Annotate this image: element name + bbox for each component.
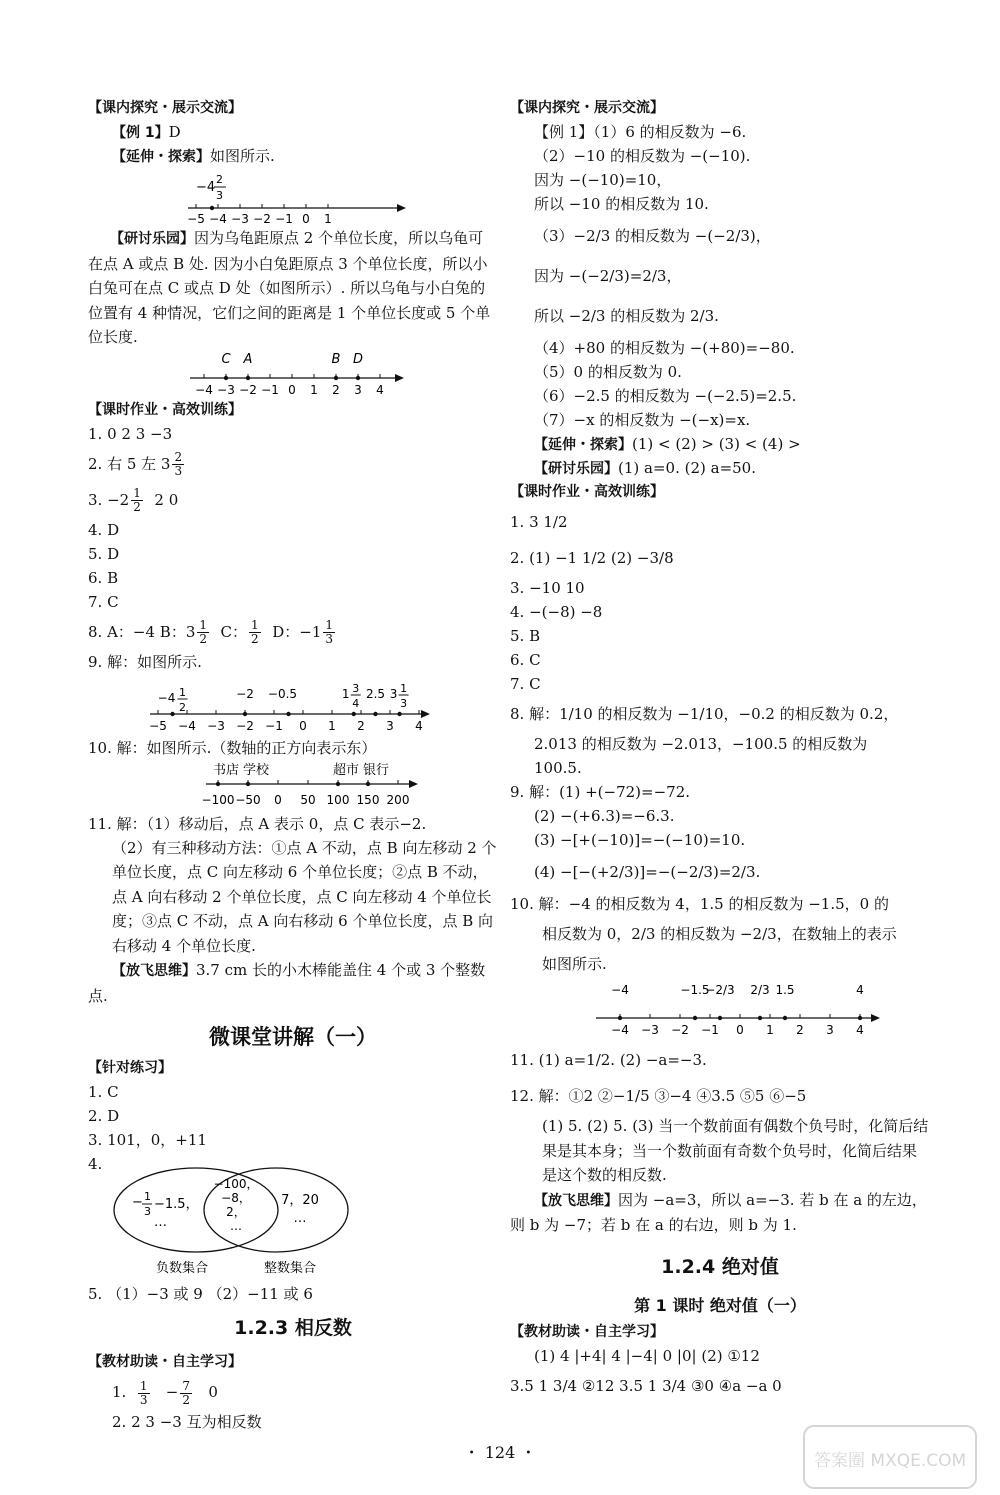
answer-8-line2: 2.013 的相反数为 −2.013，−100.5 的相反数为: [534, 735, 868, 753]
fly-text: 3.7 cm 长的小木棒能盖住 4 个或 3 个整数点.: [88, 961, 486, 1005]
research-paragraph: [88, 226, 498, 350]
place-label: 学校: [242, 762, 270, 778]
extension-text: (1) < (2) > (3) < (4) >: [632, 435, 801, 453]
tick-label: −5: [149, 718, 167, 733]
extension-label: 【延伸・探索】: [534, 437, 632, 453]
tick-label: 3: [386, 718, 394, 733]
reading-2: 2. 2 3 −3 互为相反数: [112, 1413, 262, 1431]
tick-label: −1: [265, 718, 283, 733]
answer-3-text: 3. −2: [88, 490, 130, 509]
research-text: 因为乌龟距原点 2 个单位长度，所以乌龟可在点 A 或点 B 处. 因为小白兔距原点 3 个单位长度，所以小白兔可在点 C 或点 D 处（如图所示）. 所以乌龟与小白兔的位置有 4 种情况，它们之间的距离是 1 个单位长度或 5 个单位长度.: [88, 229, 491, 346]
answer-12: 12. 解：①2 ②−1/5 ③−4 ④3.5 ⑤5 ⑥−5: [510, 1087, 807, 1105]
fraction: [323, 619, 335, 646]
numerator: 1: [325, 618, 333, 632]
denominator: 3: [174, 464, 183, 478]
answer-10-line: 如图所示.: [542, 955, 607, 973]
venn-left-minus: −: [132, 1195, 143, 1210]
fraction: [180, 1380, 192, 1407]
nl1-label-den: 3: [216, 189, 223, 202]
left-column: [88, 96, 498, 1434]
tick-label: 4: [856, 1023, 864, 1037]
section-title: 微课堂讲解（一）: [209, 1025, 377, 1049]
extension: [88, 144, 498, 168]
point-label: 1.5: [775, 983, 795, 997]
point-label: −2: [236, 686, 254, 701]
answer-8-text: 8. A：−4 B：3: [88, 622, 196, 641]
tick-label: 0: [736, 1023, 744, 1037]
answer-7: 7. C: [88, 592, 119, 611]
numerator: 1: [251, 618, 259, 632]
tick-label: 3: [354, 382, 362, 397]
answer-3-rest: 2 0: [154, 490, 179, 509]
fraction-denominator: 2: [179, 700, 186, 714]
extension-label: 【延伸・探索】: [112, 149, 210, 165]
denominator: 2: [199, 632, 207, 646]
example-line: 因为 −(−10)=10，: [534, 171, 672, 189]
point-label: 2/3: [750, 983, 770, 997]
watermark-logo: [800, 1422, 980, 1492]
denominator: 3: [139, 1392, 148, 1407]
answer-8-d: D：−1: [272, 622, 322, 641]
fraction-numerator: 3: [352, 681, 360, 695]
practice-1: 1. C: [88, 1083, 119, 1101]
tick-label: −1: [701, 1023, 719, 1037]
answer-2: 2. (1) −1 1/2 (2) −3/8: [510, 549, 674, 567]
venn-value: −100，: [213, 1177, 259, 1191]
nl1-label-whole: −4: [196, 180, 216, 195]
watermark-text: 答案圈 MXQE.COM: [814, 1451, 967, 1471]
fly-text: 因为 −a=3，所以 a=−3. 若 b 在 a 的左边，则 b 为 −7；若 b 在 a 的右边，则 b 为 1.: [510, 1190, 927, 1234]
section-heading: 【课内探究・展示交流】: [510, 100, 664, 116]
tick-label: 4: [415, 718, 423, 733]
answer-12-part: (1) 5. (2) 5. (3) 当一个数前面有偶数个负号时，化简后结果是其本身；当一个数前面有奇数个负号时，化简后结果是这个数的相反数.: [542, 1117, 929, 1184]
example-line: 所以 −2/3 的相反数为 2/3.: [534, 307, 719, 325]
example-line: （7）−x 的相反数为 −(−x)=x.: [534, 411, 751, 429]
tick-label: 0: [288, 382, 296, 397]
nl1-label-num: 2: [216, 173, 223, 186]
example-line: （2）−10 的相反数为 −(−10).: [534, 147, 751, 165]
answer-2: [88, 446, 498, 482]
answer-6: 6. B: [88, 568, 119, 587]
tick-label: −2: [671, 1023, 689, 1037]
place-label: 银行: [362, 762, 390, 778]
denominator: 2: [251, 632, 259, 646]
fraction: [138, 1380, 150, 1407]
section-title: 1.2.4 绝对值: [661, 1255, 779, 1278]
fly-thinking: [88, 958, 498, 1008]
example-line: 【例 1】（1）6 的相反数为 −6.: [534, 123, 747, 141]
venn-value: …: [230, 1219, 242, 1233]
venn-neg-label: 负数集合: [156, 1261, 209, 1276]
example-line: （6）−2.5 的相反数为 −(−2.5)=2.5.: [534, 387, 797, 405]
tick-label: 100: [326, 792, 350, 807]
number-line-5: [510, 976, 930, 1042]
fraction-denominator: 3: [400, 696, 408, 710]
answer-3: [88, 482, 498, 518]
tick-label: −1: [261, 382, 279, 397]
point-label: C: [221, 351, 231, 367]
tick-label: −4: [178, 718, 196, 733]
tick-label: 3: [826, 1023, 834, 1037]
venn-left-dots: …: [154, 1215, 167, 1230]
answer-7: 7. C: [510, 675, 541, 693]
place-label: 书店: [212, 762, 240, 778]
venn-left-value: −1.5，: [154, 1197, 199, 1212]
answer-5: 5. B: [510, 627, 541, 645]
venn-value: 2，: [226, 1205, 246, 1219]
example-1: [88, 120, 498, 144]
number-line-4: [88, 760, 498, 812]
tick-label: −1: [275, 212, 293, 226]
answer-9: 9. 解：如图所示.: [88, 652, 202, 671]
practice-4: 4.: [88, 1155, 103, 1173]
point-label: −2/3: [705, 983, 735, 997]
venn-value: −8，: [221, 1191, 251, 1205]
tick-label: 1: [766, 1023, 774, 1037]
answer-4: 4. D: [88, 520, 120, 539]
denominator: 3: [325, 632, 333, 646]
number-line-2: [88, 350, 498, 398]
point-label: 4: [856, 983, 864, 997]
venn-frac-num: 1: [144, 1190, 151, 1203]
venn-value: …: [293, 1211, 307, 1226]
tick-label: −3: [207, 718, 225, 733]
tick-label: 0: [302, 212, 310, 226]
lesson-subtitle: 第 1 课时 绝对值（一）: [634, 1295, 806, 1315]
answer-11: 11. 解：（1）移动后，点 A 表示 0，点 C 表示−2.: [88, 814, 427, 833]
answer-8-line3: 100.5.: [534, 759, 582, 777]
section-heading: 【教材助读・自主学习】: [88, 1354, 242, 1370]
tick-label: −4: [209, 212, 227, 226]
numerator: 1: [199, 618, 207, 632]
tick-label: −2: [236, 718, 254, 733]
venn-frac-den: 3: [144, 1205, 151, 1218]
reading-1-rest: 0: [208, 1383, 218, 1401]
fraction-numerator: 1: [400, 681, 408, 695]
research-label: 【研讨乐园】: [534, 461, 618, 477]
point-label: 1: [341, 686, 350, 701]
reading-1-label: 1.: [112, 1383, 127, 1401]
tick-label: −5: [187, 212, 205, 226]
answer-3: 3. −10 10: [510, 579, 585, 597]
tick-label: −4: [195, 382, 213, 397]
right-column: [510, 96, 930, 1404]
reading-2: 3.5 1 3/4 ②12 3.5 1 3/4 ③0 ④a −a 0: [510, 1376, 782, 1395]
tick-label: 150: [356, 792, 380, 807]
section-title: 1.2.3 相反数: [234, 1317, 352, 1339]
fraction-numerator: 1: [179, 685, 186, 699]
numerator: 1: [133, 486, 141, 500]
tick-label: −2: [253, 212, 271, 226]
example-line: （3）−2/3 的相反数为 −(−2/3)，: [534, 227, 771, 245]
tick-label: −3: [641, 1023, 659, 1037]
tick-label: −3: [231, 212, 249, 226]
page-number: ・ 124 ・: [463, 1443, 537, 1462]
extension-text: 如图所示.: [210, 147, 275, 165]
example-label: 【例 1】: [112, 125, 169, 141]
tick-label: 1: [328, 718, 336, 733]
tick-label: −100: [201, 792, 235, 807]
reading-1: (1) 4 |+4| 4 |−4| 0 |0| (2) ①12: [534, 1346, 760, 1365]
tick-label: 0: [274, 792, 282, 807]
research: [510, 456, 930, 480]
example-line: （5）0 的相反数为 0.: [534, 363, 682, 381]
answer-9-line: (3) −[+(−10)]=−(−10)=10.: [534, 831, 746, 849]
example-line: 因为 −(−2/3)=2/3，: [534, 267, 682, 285]
place-label: 超市: [332, 762, 360, 778]
answer-1: 1. 3 1/2: [510, 513, 568, 531]
answer-9-line: (4) −[−(+2/3)]=−(−2/3)=2/3.: [534, 863, 761, 881]
numerator: 7: [182, 1378, 191, 1393]
point-label: 2.5: [365, 686, 386, 701]
section-heading: 【课时作业・高效训练】: [510, 484, 664, 500]
point-label: A: [243, 351, 253, 367]
section-heading: 【教材助读・自主学习】: [510, 1323, 664, 1340]
answer-8: 8. 解：1/10 的相反数为 −1/10，−0.2 的相反数为 0.2，: [510, 705, 899, 723]
tick-label: 2: [357, 718, 365, 733]
numerator: 1: [139, 1378, 148, 1393]
research-text: (1) a=0. (2) a=50.: [618, 459, 756, 477]
answer-8-c: C：: [220, 622, 248, 641]
example-line: 所以 −10 的相反数为 10.: [534, 195, 709, 213]
answer-11-part2: （2）有三种移动方法：①点 A 不动，点 B 向左移动 2 个单位长度，点 C 向左移动 6 个单位长度；②点 B 不动，点 A 向右移动 2 个单位长度，点 C 向左移动 4 个单位长度；③点 C 不动，点 A 向右移动 6 个单位长度，点 B 向右移动 4 个单位长度.: [112, 838, 497, 955]
practice-2: 2. D: [88, 1107, 120, 1125]
tick-label: 1: [310, 382, 318, 397]
venn-int-label: 整数集合: [264, 1261, 317, 1276]
section-heading: 【课内探究・展示交流】: [88, 100, 242, 116]
answer-10: 10. 解：−4 的相反数为 4，1.5 的相反数为 −1.5，0 的: [510, 895, 889, 913]
venn-diagram: [88, 1164, 498, 1282]
fraction: [249, 619, 261, 646]
tick-label: 1: [324, 212, 332, 226]
point-label: D: [352, 351, 364, 367]
section-heading: 【课时作业・高效训练】: [88, 401, 242, 418]
answer-10: 10. 解：如图所示.（数轴的正方向表示东）: [88, 738, 377, 757]
answer-1: 1. 0 2 3 −3: [88, 424, 173, 443]
fly-label: 【放飞思维】: [534, 1192, 618, 1209]
reading-1: 1. $\frac{1}{3}$ − $\frac{7}{2}$ 0: [112, 1378, 218, 1407]
tick-label: 2: [796, 1023, 804, 1037]
venn-value: 7，20: [281, 1193, 319, 1208]
answer-2-text: 2. 右 5 左 3: [88, 454, 171, 473]
answer-11: 11. (1) a=1/2. (2) −a=−3.: [510, 1051, 707, 1069]
tick-label: 2: [332, 382, 340, 397]
tick-label: 0: [299, 718, 307, 733]
example-line: （4）+80 的相反数为 −(+80)=−80.: [534, 339, 795, 357]
example-answer: D: [168, 123, 181, 141]
fraction: [197, 619, 209, 646]
practice-5: 5. （1）−3 或 9 （2）−11 或 6: [88, 1285, 313, 1303]
fraction: [131, 487, 143, 514]
tick-label: 4: [376, 382, 384, 397]
tick-label: −4: [611, 1023, 629, 1037]
point-label: 3: [389, 686, 398, 701]
number-line-3: [88, 674, 498, 736]
tick-label: 50: [300, 792, 316, 807]
point-label: B: [331, 351, 341, 367]
section-heading: 【针对练习】: [88, 1060, 172, 1076]
answer-6: 6. C: [510, 651, 541, 669]
fly-label: 【放飞思维】: [112, 963, 196, 979]
answer-5: 5. D: [88, 544, 120, 563]
fly-thinking: [510, 1188, 930, 1238]
tick-label: −2: [239, 382, 257, 397]
point-label: −4: [611, 983, 629, 997]
fraction-denominator: 4: [352, 696, 360, 710]
answer-4: 4. −(−8) −8: [510, 603, 603, 621]
answer-8: [88, 614, 498, 650]
answer-9-line: (2) −(+6.3)=−6.3.: [534, 807, 675, 825]
extension: [510, 432, 930, 456]
tick-label: −3: [217, 382, 235, 397]
research-label: 【研讨乐园】: [110, 231, 194, 247]
tick-label: −50: [235, 792, 261, 807]
practice-3: 3. 101，0，+11: [88, 1131, 207, 1149]
point-label: −4: [157, 690, 176, 705]
fraction: [172, 451, 184, 478]
denominator: 2: [133, 500, 141, 514]
point-label: −0.5: [267, 686, 298, 701]
number-line-1: [88, 168, 498, 226]
answer-10-line: 相反数为 0，2/3 的相反数为 −2/3，在数轴上的表示: [542, 925, 897, 943]
point-label: −1.5: [680, 983, 710, 997]
tick-label: 200: [386, 792, 410, 807]
denominator: 2: [182, 1392, 191, 1407]
answer-9: 9. 解：(1) +(−72)=−72.: [510, 783, 691, 801]
numerator: 2: [174, 450, 183, 464]
